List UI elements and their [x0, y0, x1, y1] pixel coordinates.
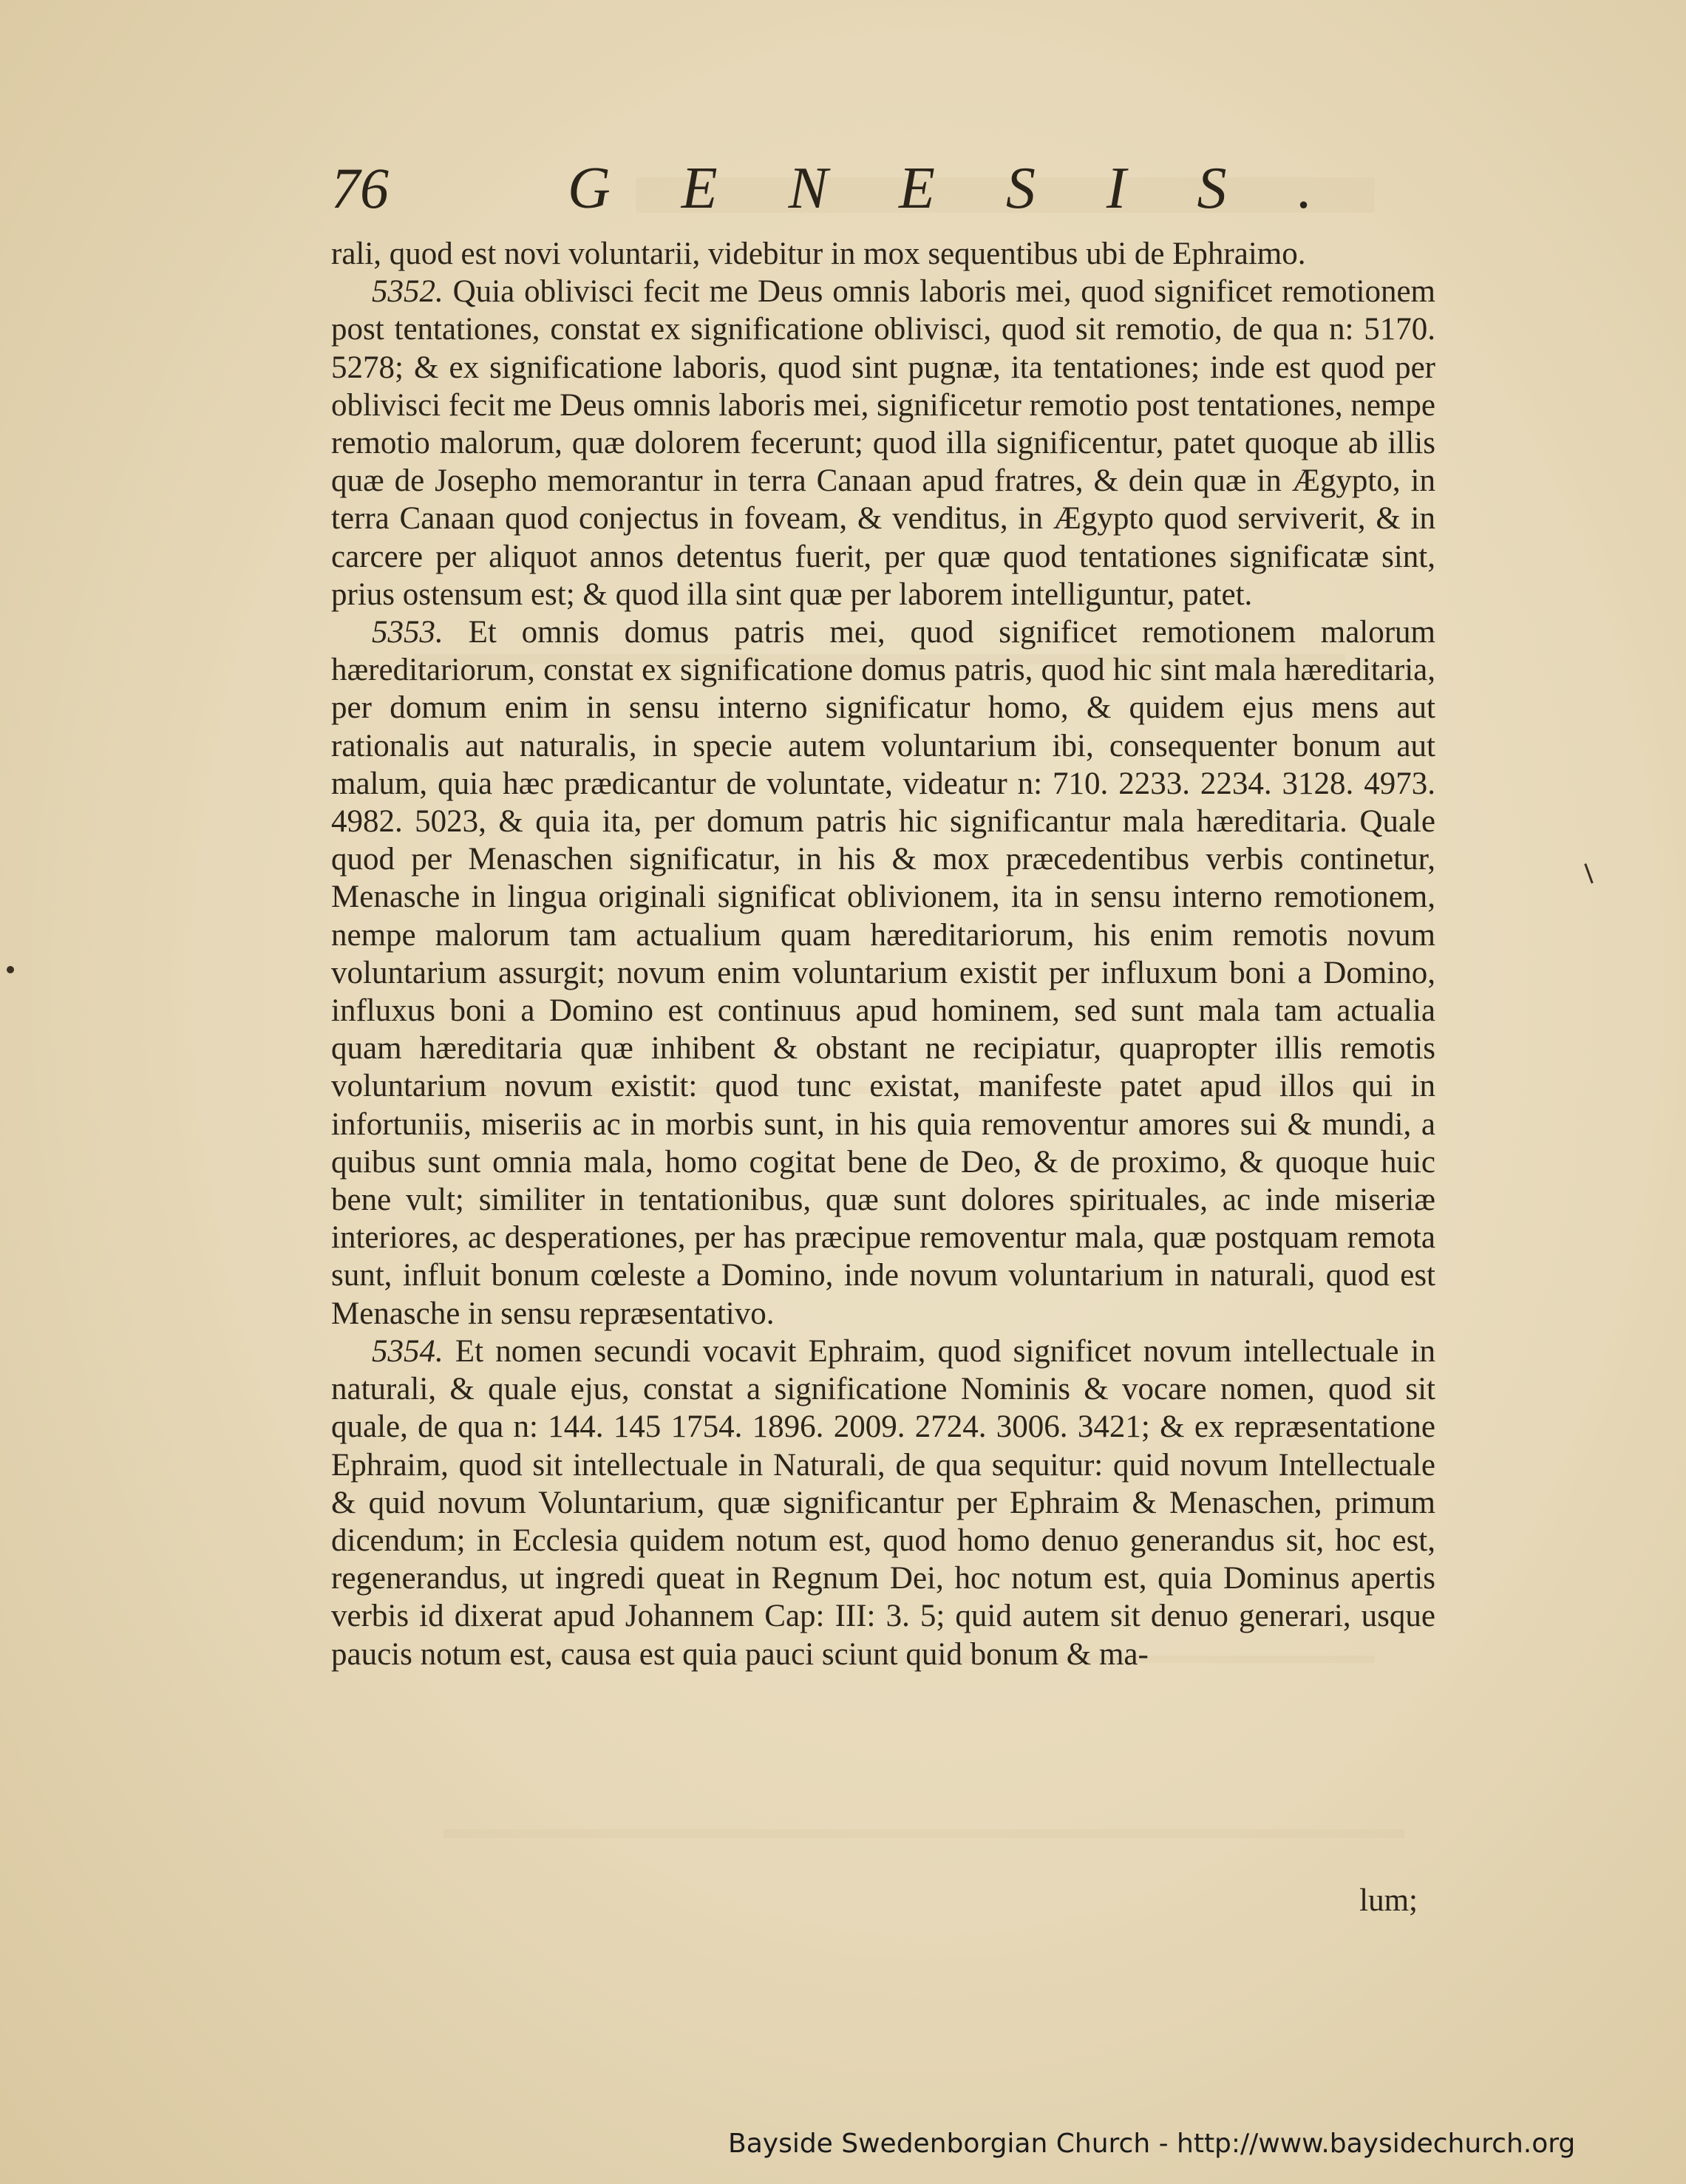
- catchword: lum;: [1359, 1883, 1418, 1918]
- running-title: GENESIS.: [568, 156, 1384, 221]
- paragraph-5353: [331, 613, 1435, 1333]
- paragraph-number: 5354.: [372, 1333, 443, 1369]
- paragraph-5352: [331, 273, 1435, 613]
- paragraph-continuation: [331, 235, 1435, 273]
- body-text: [331, 235, 1435, 1673]
- paragraph-text: Et nomen secundi vocavit Ephraim, quod significet novum intellectuale in naturali, & quale ejus, constat a significatione Nominis & vocare nomen, quod sit quale, de qua n: 144. 145 1754. 1896. 2009. 2724. 3006. 3421; & ex repræsentatione Ephraim, quod sit intellectuale in Naturali, de qua sequitur: quid novum Intellectuale & quid novum Voluntarium, quæ significantur per Ephraim & Menaschen, primum dicendum; in Ecclesia quidem notum est, quod homo denuo generandus sit, hoc est, regenerandus, ut ingredi queat in Regnum Dei, hoc notum est, quia Dominus apertis verbis id dixerat apud Johannem Cap: III: 3. 5; quid autem sit denuo generari, usque paucis notum est, causa est quia pauci sciunt quid bonum & ma-: [331, 1333, 1435, 1672]
- page-header: [331, 152, 1440, 233]
- footer-credit: Bayside Swedenborgian Church - http://www.baysidechurch.org: [728, 2129, 1576, 2159]
- paragraph-text: rali, quod est novi voluntarii, videbitur in mox sequentibus ubi de Ephraimo.: [331, 237, 1306, 271]
- paragraph-number: 5352.: [372, 274, 443, 310]
- page-number: 76: [331, 156, 389, 220]
- paragraph-text: Quia oblivisci fecit me Deus omnis laboris mei, quod significet remotionem post tentationes, constat ex significatione oblivisci, quod sit remotio, de qua n: 5170. 5278; & ex significatione laboris, quod sint pugnæ, ita tentationes; inde est quod per oblivisci fecit me Deus omnis laboris mei, significetur remotio post tentationes, nempe remotio malorum, quæ dolorem fecerunt; quod illa significentur, patet quoque ab illis quæ de Josepho memorantur in terra Canaan apud fratres, & dein quæ in Ægypto, in terra Canaan quod conjectus in foveam, & venditus, in Ægypto quod serviverit, & in carcere per aliquot annos detentus fuerit, per quæ quod tentationes significatæ sint, prius ostensum est; & quod illa sint quæ per laborem intelliguntur, patet.: [331, 274, 1435, 612]
- paragraph-number: 5353.: [372, 615, 443, 650]
- paragraph-text: Et omnis domus patris mei, quod significet remotionem malorum hæreditariorum, constat ex significatione domus patris, quod hic sint mala hæreditaria, per domum enim in sensu interno significatur homo, & quidem ejus mens aut rationalis aut naturalis, in specie autem voluntarium ibi, consequenter bonum aut malum, quia hæc prædicantur de voluntate, videatur n: 710. 2233. 2234. 3128. 4973. 4982. 5023, & quia ita, per domum patris hic significantur mala hæreditaria. Quale quod per Menaschen significatur, in his & mox præcedentibus verbis continetur, Menasche in lingua originali significat oblivionem, ita in sensu interno remotionem, nempe malorum tam actualium quam hæreditariorum, his enim remotis novum voluntarium assurgit; novum enim voluntarium existit per influxum boni a Domino, influxus boni a Domino est continuus apud hominem, sed sunt mala tam actualia quam hæreditaria quæ inhibent & obstant ne recipiatur, quapropter illis remotis voluntarium novum existit: quod tunc existat, manifeste patet apud illos qui in infortuniis, miseriis ac in morbis sunt, in his quia removentur amores sui & mundi, a quibus sunt omnia mala, homo cogitat bene de Deo, & de proximo, & quoque huic bene vult; similiter in tentationibus, quæ sunt dolores spirituales, ac inde miseriæ interiores, ac desperationes, per has præcipue removentur mala, quæ postquam remota sunt, influit bonum cœleste a Domino, inde novum voluntarium in naturali, quod est Menasche in sensu repræsentativo.: [331, 615, 1435, 1331]
- paragraph-5354: [331, 1333, 1435, 1673]
